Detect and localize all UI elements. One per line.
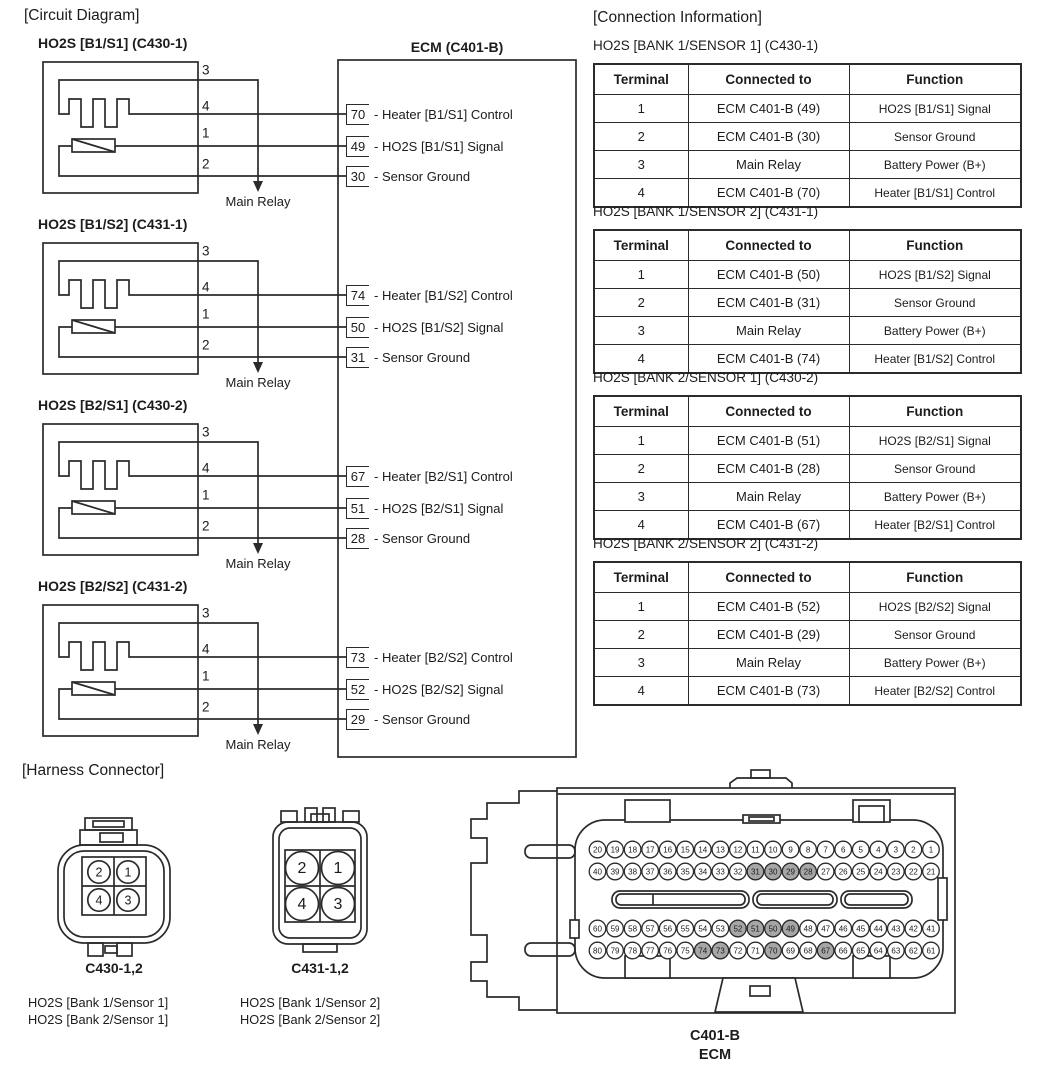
ecm-pin-label bbox=[346, 316, 503, 338]
sensor-pin-number: 3 bbox=[202, 62, 210, 78]
ecm-connector-pin-number: 39 bbox=[610, 867, 620, 877]
ecm-connector-pin-number: 2 bbox=[911, 845, 916, 855]
ecm-box-title: ECM (C401-B) bbox=[410, 39, 504, 55]
ecm-connector-pin-number: 36 bbox=[663, 867, 673, 877]
table-row bbox=[594, 649, 1021, 677]
ecm-connector-pin-number: 4 bbox=[876, 845, 881, 855]
table-header-cell: Function bbox=[849, 64, 1021, 95]
ecm-pin-function: - Heater [B2/S1] Control bbox=[374, 468, 513, 484]
ecm-connector-pin-number: 46 bbox=[838, 924, 848, 934]
connection-table bbox=[593, 395, 1022, 540]
ecm-connector-pin-number: 23 bbox=[891, 867, 901, 877]
ecm-connector-pin-number: 52 bbox=[733, 924, 743, 934]
ecm-connector-pin-number: 42 bbox=[908, 924, 918, 934]
ecm-pin-function: - Heater [B1/S1] Control bbox=[374, 106, 513, 122]
table-cell: Main Relay bbox=[688, 317, 849, 345]
ecm-connector-pin-number: 37 bbox=[645, 867, 655, 877]
sensor-title: HO2S [B1/S2] (C431-1) bbox=[38, 216, 188, 232]
connection-table bbox=[593, 561, 1022, 706]
table-header-cell: Terminal bbox=[594, 230, 688, 261]
sensor-pin-number: 4 bbox=[202, 279, 210, 295]
ecm-connector-pin-number: 53 bbox=[715, 924, 725, 934]
table-header-cell: Terminal bbox=[594, 64, 688, 95]
ecm-connector-pin-number: 10 bbox=[768, 845, 778, 855]
ecm-pin-label bbox=[346, 103, 513, 125]
table-cell: Heater [B1/S1] Control bbox=[849, 179, 1021, 208]
ecm-connector-pin-number: 60 bbox=[593, 924, 602, 934]
ecm-connector-pin-number: 18 bbox=[628, 845, 638, 855]
ecm-connector-pin-number: 64 bbox=[873, 946, 883, 956]
table-row bbox=[594, 483, 1021, 511]
table-cell: HO2S [B1/S1] Signal bbox=[849, 95, 1021, 123]
connector-c430-sublabel-1: HO2S [Bank 1/Sensor 1] bbox=[28, 995, 169, 1010]
ecm-connector-pin-number: 71 bbox=[750, 946, 760, 956]
ecm-connector-pin-number: 77 bbox=[645, 946, 655, 956]
table-cell: ECM C401-B (73) bbox=[688, 677, 849, 706]
table-row bbox=[594, 261, 1021, 289]
connector-c430-sublabel-2: HO2S [Bank 2/Sensor 1] bbox=[28, 1012, 169, 1027]
table-row bbox=[594, 151, 1021, 179]
connector-pin-number: 1 bbox=[124, 865, 132, 880]
heater-element-symbol bbox=[59, 623, 198, 670]
ecm-pin-label bbox=[346, 527, 470, 549]
ecm-connector-pin-number: 55 bbox=[680, 924, 690, 934]
ecm-connector-pin-number: 63 bbox=[891, 946, 901, 956]
table-cell: 3 bbox=[594, 151, 688, 179]
ecm-pin-terminal-number: 74 bbox=[346, 285, 369, 306]
ecm-connector-pin-number: 28 bbox=[803, 867, 813, 877]
arrow-down-icon bbox=[253, 543, 263, 554]
heater-element-symbol bbox=[59, 442, 198, 489]
ecm-pin-terminal-number: 51 bbox=[346, 498, 369, 519]
sensor-pin-number: 2 bbox=[202, 337, 210, 353]
ecm-connector-pin-number: 12 bbox=[733, 845, 743, 855]
ecm-pin-terminal-number: 49 bbox=[346, 136, 369, 157]
ecm-connector-pin-number: 32 bbox=[733, 867, 743, 877]
table-cell: 1 bbox=[594, 95, 688, 123]
main-relay-label: Main Relay bbox=[225, 194, 291, 209]
table-row bbox=[594, 593, 1021, 621]
ecm-connector-pin-number: 11 bbox=[751, 845, 760, 855]
table-cell: Battery Power (B+) bbox=[849, 649, 1021, 677]
table-cell: 1 bbox=[594, 427, 688, 455]
table-cell: Sensor Ground bbox=[849, 621, 1021, 649]
ecm-pin-function: - Sensor Ground bbox=[374, 349, 471, 365]
sensor-pin-number: 4 bbox=[202, 641, 210, 657]
ecm-pin-label bbox=[346, 646, 513, 668]
table-cell: 4 bbox=[594, 677, 688, 706]
ecm-connector-pin-number: 6 bbox=[840, 845, 846, 855]
table-cell: Main Relay bbox=[688, 483, 849, 511]
sensor-pin-number: 3 bbox=[202, 605, 210, 621]
table-title: HO2S [BANK 2/SENSOR 2] (C431-2) bbox=[593, 536, 819, 551]
circuit-diagram-heading: [Circuit Diagram] bbox=[24, 7, 140, 24]
ecm-connector-pin-number: 34 bbox=[698, 867, 708, 877]
connector-pin-number: 1 bbox=[333, 860, 343, 877]
table-cell: 2 bbox=[594, 455, 688, 483]
table-header-cell: Connected to bbox=[688, 64, 849, 95]
table-cell: 2 bbox=[594, 289, 688, 317]
table-cell: Sensor Ground bbox=[849, 123, 1021, 151]
ecm-pin-function: - HO2S [B1/S2] Signal bbox=[374, 319, 504, 335]
table-row bbox=[594, 289, 1021, 317]
ecm-pin-terminal-number: 73 bbox=[346, 647, 369, 668]
table-row bbox=[594, 179, 1021, 208]
connector-pin-number: 4 bbox=[297, 896, 307, 913]
ecm-pin-label bbox=[346, 497, 503, 519]
ecm-pin-terminal-number: 28 bbox=[346, 528, 369, 549]
ecm-pin-function: - HO2S [B2/S1] Signal bbox=[374, 500, 504, 516]
connection-information-heading: [Connection Information] bbox=[593, 9, 762, 26]
ecm-connector-pin-number: 33 bbox=[715, 867, 725, 877]
table-cell: 1 bbox=[594, 593, 688, 621]
ecm-connector-pin-number: 68 bbox=[803, 946, 813, 956]
ecm-connector-pin-number: 35 bbox=[680, 867, 690, 877]
table-cell: Heater [B1/S2] Control bbox=[849, 345, 1021, 374]
connector-c431-sublabel-2: HO2S [Bank 2/Sensor 2] bbox=[240, 1012, 381, 1027]
arrow-down-icon bbox=[253, 724, 263, 735]
ecm-connector-pin-number: 16 bbox=[663, 845, 673, 855]
table-cell: Sensor Ground bbox=[849, 289, 1021, 317]
ecm-connector-pin-number: 15 bbox=[680, 845, 690, 855]
table-cell: ECM C401-B (67) bbox=[688, 511, 849, 540]
ecm-connector-pin-number: 1 bbox=[928, 845, 934, 855]
table-cell: ECM C401-B (30) bbox=[688, 123, 849, 151]
ecm-connector-pin-number: 40 bbox=[593, 867, 602, 877]
table-cell: ECM C401-B (70) bbox=[688, 179, 849, 208]
connector-c430-id: C430-1,2 bbox=[85, 960, 143, 976]
ecm-connector-pin-number: 51 bbox=[750, 924, 760, 934]
ecm-pin-terminal-number: 31 bbox=[346, 347, 369, 368]
table-title: HO2S [BANK 1/SENSOR 2] (C431-1) bbox=[593, 204, 819, 219]
table-cell: 4 bbox=[594, 511, 688, 540]
table-cell: Heater [B2/S1] Control bbox=[849, 511, 1021, 540]
ecm-connector-pin-number: 66 bbox=[838, 946, 848, 956]
ecm-connector-pin-number: 50 bbox=[768, 924, 778, 934]
table-row bbox=[594, 621, 1021, 649]
table-cell: 2 bbox=[594, 123, 688, 151]
sensor-box-art bbox=[43, 605, 198, 736]
ecm-pin-function: - Sensor Ground bbox=[374, 711, 471, 727]
ecm-connector-pin-number: 3 bbox=[893, 845, 899, 855]
ecm-pin-label bbox=[346, 678, 503, 700]
ecm-connector-pin-number: 59 bbox=[610, 924, 620, 934]
ecm-connector-pin-number: 41 bbox=[926, 924, 936, 934]
sensor-pin-number: 4 bbox=[202, 98, 210, 114]
ecm-connector-pin-number: 7 bbox=[823, 845, 828, 855]
table-row bbox=[594, 317, 1021, 345]
ecm-connector-pin-number: 5 bbox=[858, 845, 863, 855]
ecm-connector-pin-number: 13 bbox=[715, 845, 725, 855]
sensor-pin-number: 1 bbox=[202, 125, 210, 141]
table-cell: 4 bbox=[594, 345, 688, 374]
table-cell: ECM C401-B (29) bbox=[688, 621, 849, 649]
ecm-connector-pin-number: 69 bbox=[786, 946, 796, 956]
table-cell: HO2S [B2/S1] Signal bbox=[849, 427, 1021, 455]
ecm-connector-pin-number: 26 bbox=[838, 867, 848, 877]
main-relay-label: Main Relay bbox=[225, 737, 291, 752]
table-cell: 3 bbox=[594, 649, 688, 677]
main-relay-label: Main Relay bbox=[225, 375, 291, 390]
table-cell: 4 bbox=[594, 179, 688, 208]
ecm-pin-function: - HO2S [B1/S1] Signal bbox=[374, 138, 504, 154]
ecm-connector-pin-number: 19 bbox=[610, 845, 620, 855]
ecm-pin-terminal-number: 67 bbox=[346, 466, 369, 487]
table-cell: ECM C401-B (50) bbox=[688, 261, 849, 289]
ecm-connector-pin-number: 62 bbox=[908, 946, 918, 956]
ecm-connector-pin-number: 25 bbox=[856, 867, 866, 877]
ecm-pin-label bbox=[346, 135, 503, 157]
table-cell: ECM C401-B (52) bbox=[688, 593, 849, 621]
ecm-connector-pin-number: 74 bbox=[698, 946, 708, 956]
arrow-down-icon bbox=[253, 181, 263, 192]
table-cell: HO2S [B2/S2] Signal bbox=[849, 593, 1021, 621]
ecm-connector-pin-number: 65 bbox=[856, 946, 866, 956]
arrow-down-icon bbox=[253, 362, 263, 373]
ecm-pin-terminal-number: 52 bbox=[346, 679, 369, 700]
main-relay-label: Main Relay bbox=[225, 556, 291, 571]
ecm-connector-pin-number: 29 bbox=[786, 867, 796, 877]
ecm-pin-label bbox=[346, 346, 470, 368]
sensor-pin-number: 2 bbox=[202, 699, 210, 715]
connector-pin-number: 3 bbox=[333, 896, 343, 913]
ecm-connector-pin-number: 22 bbox=[908, 867, 918, 877]
table-header-cell: Function bbox=[849, 562, 1021, 593]
ecm-connector-pin-number: 75 bbox=[680, 946, 690, 956]
ecm-connector-pin-number: 58 bbox=[628, 924, 638, 934]
table-cell: ECM C401-B (31) bbox=[688, 289, 849, 317]
table-cell: 3 bbox=[594, 317, 688, 345]
ecm-connector-pin-number: 61 bbox=[926, 946, 936, 956]
table-cell: 1 bbox=[594, 261, 688, 289]
heater-element-symbol bbox=[59, 261, 198, 308]
ecm-connector-id: C401-B bbox=[690, 1028, 740, 1044]
ecm-connector-pin-number: 67 bbox=[821, 946, 831, 956]
connection-table bbox=[593, 63, 1022, 208]
table-header-cell: Function bbox=[849, 396, 1021, 427]
sensor-pin-number: 1 bbox=[202, 668, 210, 684]
ecm-connector-pin-number: 70 bbox=[768, 946, 778, 956]
ecm-connector-pin-number: 17 bbox=[645, 845, 655, 855]
table-cell: ECM C401-B (51) bbox=[688, 427, 849, 455]
table-row bbox=[594, 455, 1021, 483]
ecm-connector-pin-number: 80 bbox=[593, 946, 602, 956]
ecm-connector-pin-number: 48 bbox=[803, 924, 813, 934]
sensor-pin-number: 2 bbox=[202, 156, 210, 172]
sensor-title: HO2S [B2/S2] (C431-2) bbox=[38, 578, 188, 594]
table-row bbox=[594, 95, 1021, 123]
sensor-pin-number: 3 bbox=[202, 424, 210, 440]
sensor-pin-number: 1 bbox=[202, 306, 210, 322]
ecm-connector-name: ECM bbox=[698, 1047, 732, 1063]
ecm-connector-pin-number: 57 bbox=[645, 924, 655, 934]
table-cell: ECM C401-B (49) bbox=[688, 95, 849, 123]
table-row bbox=[594, 511, 1021, 540]
table-cell: Main Relay bbox=[688, 649, 849, 677]
table-row bbox=[594, 677, 1021, 706]
table-cell: Main Relay bbox=[688, 151, 849, 179]
table-cell: Heater [B2/S2] Control bbox=[849, 677, 1021, 706]
ecm-connector-pin-number: 24 bbox=[873, 867, 883, 877]
ecm-connector-pin-number: 27 bbox=[821, 867, 831, 877]
ecm-connector-pin-number: 54 bbox=[698, 924, 708, 934]
table-cell: Battery Power (B+) bbox=[849, 151, 1021, 179]
table-row bbox=[594, 345, 1021, 374]
table-cell: Battery Power (B+) bbox=[849, 483, 1021, 511]
ecm-pin-terminal-number: 70 bbox=[346, 104, 369, 125]
table-header-cell: Function bbox=[849, 230, 1021, 261]
ecm-pin-function: - Heater [B1/S2] Control bbox=[374, 287, 513, 303]
table-cell: ECM C401-B (28) bbox=[688, 455, 849, 483]
table-row bbox=[594, 427, 1021, 455]
connector-pin-number: 4 bbox=[95, 893, 103, 908]
table-cell: Battery Power (B+) bbox=[849, 317, 1021, 345]
ecm-connector-pin-number: 44 bbox=[873, 924, 883, 934]
table-header-cell: Connected to bbox=[688, 562, 849, 593]
ecm-connector-pin-number: 14 bbox=[698, 845, 708, 855]
ecm-connector-pin-number: 38 bbox=[628, 867, 638, 877]
ecm-connector-pin-number: 47 bbox=[821, 924, 831, 934]
ecm-connector-pin-number: 49 bbox=[786, 924, 796, 934]
ecm-pin-terminal-number: 50 bbox=[346, 317, 369, 338]
ecm-connector-pin-number: 8 bbox=[805, 845, 811, 855]
table-header-cell: Terminal bbox=[594, 562, 688, 593]
sensor-pin-number: 4 bbox=[202, 460, 210, 476]
ecm-connector-pin-number: 56 bbox=[663, 924, 673, 934]
table-title: HO2S [BANK 2/SENSOR 1] (C430-2) bbox=[593, 370, 819, 385]
table-cell: 2 bbox=[594, 621, 688, 649]
ecm-connector-pin-number: 43 bbox=[891, 924, 901, 934]
ecm-pin-label bbox=[346, 708, 470, 730]
ecm-pin-terminal-number: 30 bbox=[346, 166, 369, 187]
table-row bbox=[594, 123, 1021, 151]
ecm-pin-label bbox=[346, 465, 513, 487]
table-cell: 3 bbox=[594, 483, 688, 511]
ecm-connector-pin-number: 31 bbox=[750, 867, 760, 877]
harness-connector-heading: [Harness Connector] bbox=[22, 762, 165, 779]
ecm-pin-function: - Heater [B2/S2] Control bbox=[374, 649, 513, 665]
connector-pin-number: 2 bbox=[297, 860, 307, 877]
sensor-title: HO2S [B1/S1] (C430-1) bbox=[38, 35, 188, 51]
connector-c430-art bbox=[58, 818, 170, 956]
ecm-connector-pin-number: 73 bbox=[715, 946, 725, 956]
sensor-pin-number: 1 bbox=[202, 487, 210, 503]
ecm-pin-function: - Sensor Ground bbox=[374, 168, 471, 184]
ecm-pin-label bbox=[346, 284, 513, 306]
ecm-connector-pin-number: 79 bbox=[610, 946, 620, 956]
sensor-pin-number: 2 bbox=[202, 518, 210, 534]
connection-table bbox=[593, 229, 1022, 374]
ecm-connector-pin-number: 78 bbox=[628, 946, 638, 956]
ecm-connector-pin-number: 21 bbox=[926, 867, 936, 877]
sensor-box-art bbox=[43, 243, 198, 374]
table-title: HO2S [BANK 1/SENSOR 1] (C430-1) bbox=[593, 38, 819, 53]
sensor-title: HO2S [B2/S1] (C430-2) bbox=[38, 397, 188, 413]
sensor-pin-number: 3 bbox=[202, 243, 210, 259]
table-cell: ECM C401-B (74) bbox=[688, 345, 849, 374]
ecm-pin-function: - HO2S [B2/S2] Signal bbox=[374, 681, 504, 697]
table-header-cell: Connected to bbox=[688, 396, 849, 427]
connector-c431-sublabel-1: HO2S [Bank 1/Sensor 2] bbox=[240, 995, 381, 1010]
table-cell: Sensor Ground bbox=[849, 455, 1021, 483]
table-header-cell: Terminal bbox=[594, 396, 688, 427]
heater-element-symbol bbox=[59, 80, 198, 127]
ecm-connector-pin-number: 20 bbox=[593, 845, 602, 855]
ecm-connector-pin-number: 76 bbox=[663, 946, 673, 956]
table-cell: HO2S [B1/S2] Signal bbox=[849, 261, 1021, 289]
ecm-pin-label bbox=[346, 165, 470, 187]
connector-c431-art bbox=[273, 808, 367, 952]
ecm-pin-function: - Sensor Ground bbox=[374, 530, 471, 546]
ecm-connector-pin-number: 9 bbox=[788, 845, 793, 855]
connector-pin-number: 2 bbox=[95, 865, 103, 880]
ecm-connector-pin-number: 30 bbox=[768, 867, 778, 877]
connector-c431-id: C431-1,2 bbox=[291, 960, 349, 976]
ecm-connector-pin-number: 45 bbox=[856, 924, 866, 934]
ecm-connector-art bbox=[471, 770, 955, 1013]
ecm-connector-pin-number: 72 bbox=[733, 946, 743, 956]
ecm-pin-terminal-number: 29 bbox=[346, 709, 369, 730]
table-header-cell: Connected to bbox=[688, 230, 849, 261]
sensor-box-art bbox=[43, 62, 198, 193]
connector-pin-number: 3 bbox=[124, 893, 132, 908]
sensor-box-art bbox=[43, 424, 198, 555]
